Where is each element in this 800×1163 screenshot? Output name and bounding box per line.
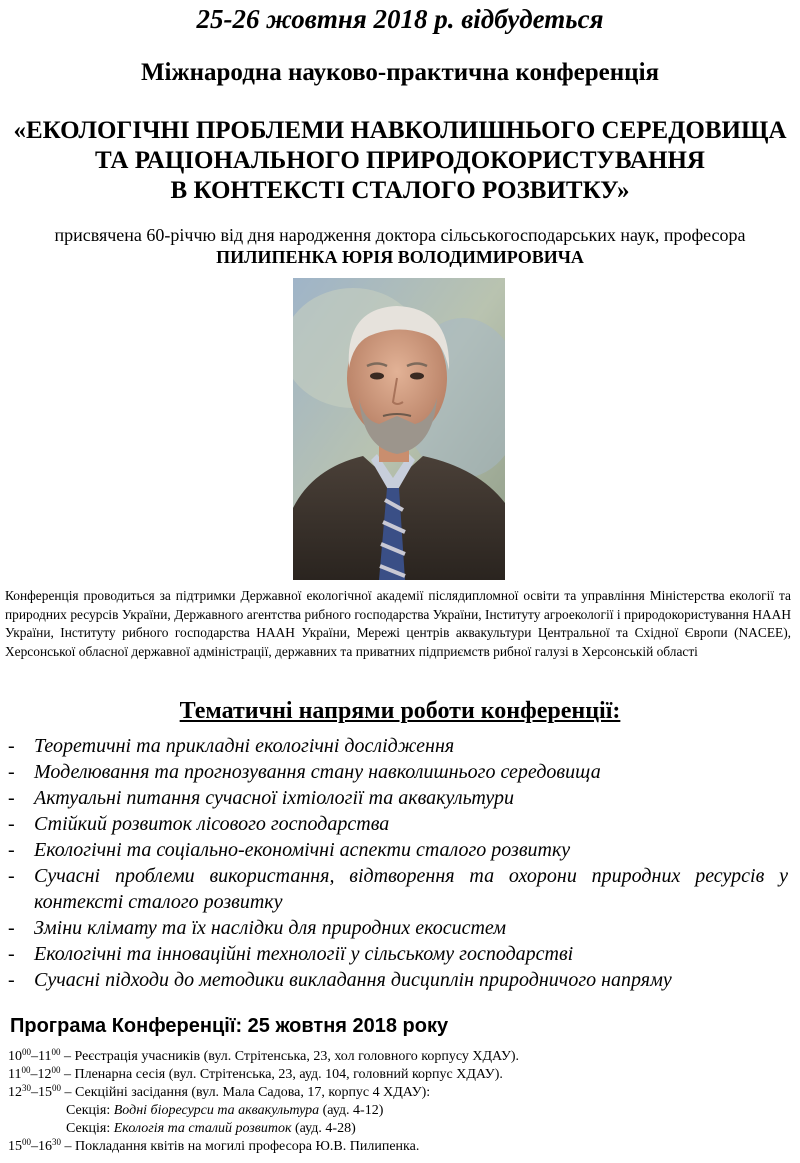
schedule-row: $11^{00}-12^{00}$ – Пленарна сесія (вул. Стрітенська, 23, ауд. 104, головний корпус ХДАУ). [8, 1065, 503, 1082]
topic-text: Сучасні проблеми використання, відтворення та охорони природних ресурсів у контексті сталого розвитку [34, 865, 788, 913]
list-item [8, 733, 788, 759]
support-statement: Конференція проводиться за підтримки Державної екологічної академії післядипломної освіти та управління Міністерства екології та природних ресурсів України, Державного агентства рибного господарства України, Інституту агроекології і природокористування НААН України, Інституту рибного господарства НААН України, Мережі центрів аквакультури Центральної та Східної Європи (NACEE), Херсонської обласної державної адміністрації, державних та приватних підприємств рибної галузі в Херсонській області [5, 588, 791, 659]
list-item [8, 811, 788, 837]
start-minute: 00 [22, 1047, 31, 1057]
end-minute: 30 [52, 1137, 61, 1147]
section-name: Екологія та сталий розвиток [113, 1121, 292, 1136]
topic-text: Екологічні та соціально-економічні аспекти сталого розвитку [34, 839, 571, 861]
topic-text: Стійкий розвиток лісового господарства [34, 813, 390, 835]
topics-list [8, 733, 788, 993]
list-item [8, 785, 788, 811]
end-hour: 11 [38, 1049, 52, 1064]
section-name: Водні біоресурси та аквакультура [113, 1103, 320, 1118]
topic-text: Зміни клімату та їх наслідки для природних екосистем [34, 917, 507, 939]
schedule-text: – Пленарна сесія (вул. Стрітенська, 23, ауд. 104, головний корпус ХДАУ). [60, 1067, 503, 1082]
schedule-text: – Покладання квітів на могилі професора Ю.В. Пилипенка. [61, 1139, 420, 1154]
section-row [8, 1102, 798, 1120]
honoree-portrait [293, 278, 505, 580]
conference-title-line: В КОНТЕКСТІ СТАЛОГО РОЗВИТКУ» [170, 177, 630, 204]
start-minute: 00 [22, 1137, 31, 1147]
start-minute: 00 [21, 1065, 31, 1075]
list-item [8, 941, 788, 967]
section-prefix: Секція: [66, 1121, 114, 1136]
bullet-dash: - [8, 839, 15, 861]
conference-type: Міжнародна науково-практична конференція [140, 59, 660, 86]
bullet-dash: - [8, 761, 15, 783]
schedule-row: $15^{00}-16^{30}$ – Покладання квітів на могилі професора Ю.В. Пилипенка. [8, 1137, 420, 1154]
list-item [8, 915, 788, 941]
section-room: (ауд. 4-12) [319, 1103, 384, 1118]
topic-text: Сучасні підходи до методики викладання дисциплін природничого напряму [34, 969, 672, 991]
end-minute: 00 [51, 1047, 61, 1057]
topic-text: Екологічні та інноваційні технології у сільському господарстві [34, 943, 574, 965]
conference-title-line: ТА РАЦІОНАЛЬНОГО ПРИРОДОКОРИСТУВАННЯ [95, 147, 705, 174]
start-hour: 10 [8, 1049, 22, 1064]
bullet-dash: - [8, 969, 15, 991]
end-hour: 15 [38, 1085, 52, 1100]
schedule-row: $12^{30}-15^{00}$ – Секційні засідання (вул. Мала Садова, 17, корпус 4 ХДАУ): [8, 1083, 431, 1100]
bullet-dash: - [8, 813, 15, 835]
topics-heading-text: Тематичні напрями роботи конференції: [179, 698, 621, 724]
program-heading: Програма Конференції: 25 жовтня 2018 року [10, 1015, 449, 1037]
bullet-dash: - [8, 787, 15, 809]
dedication-text: присвячена 60-річчю від дня народження доктора сільськогосподарських наук, професора [54, 225, 746, 245]
topic-text: Теоретичні та прикладні екологічні дослідження [34, 735, 455, 757]
dedication [0, 224, 800, 268]
bullet-dash: - [8, 943, 15, 965]
schedule-row: $10^{00}-11^{00}$ – Реєстрація учасників (вул. Стрітенська, 23, хол головного корпусу ХДАУ). [8, 1047, 520, 1064]
conference-title-line: «ЕКОЛОГІЧНІ ПРОБЛЕМИ НАВКОЛИШНЬОГО СЕРЕДОВИЩА [13, 117, 787, 144]
section-room: (ауд. 4-28) [291, 1121, 356, 1136]
start-hour: 15 [8, 1139, 22, 1154]
list-item [8, 863, 788, 915]
event-date: 25-26 жовтня 2018 р. відбудеться [196, 4, 604, 34]
start-hour: 12 [8, 1085, 22, 1100]
conference-title [0, 116, 800, 206]
program-schedule [8, 1048, 798, 1156]
topics-heading [0, 698, 800, 725]
honoree-name: ПИЛИПЕНКА ЮРІЯ ВОЛОДИМИРОВИЧА [216, 247, 584, 267]
schedule-text: – Секційні засідання (вул. Мала Садова, 17, корпус 4 ХДАУ): [61, 1085, 431, 1100]
section-prefix: Секція: [66, 1103, 114, 1118]
end-minute: 00 [51, 1065, 61, 1075]
topic-text: Моделювання та прогнозування стану навколишнього середовища [34, 761, 601, 783]
topic-text: Актуальні питання сучасної іхтіології та аквакультури [34, 787, 514, 809]
section-row [8, 1120, 798, 1138]
end-minute: 00 [52, 1083, 61, 1093]
bullet-dash: - [8, 865, 15, 887]
end-hour: 12 [37, 1067, 52, 1082]
list-item [8, 837, 788, 863]
start-hour: 11 [8, 1067, 22, 1082]
end-hour: 16 [38, 1139, 52, 1154]
start-minute: 30 [22, 1083, 31, 1093]
bullet-dash: - [8, 917, 15, 939]
bullet-dash: - [8, 735, 15, 757]
schedule-text: – Реєстрація учасників (вул. Стрітенська, 23, хол головного корпусу ХДАУ). [60, 1049, 520, 1064]
list-item [8, 967, 788, 993]
list-item [8, 759, 788, 785]
